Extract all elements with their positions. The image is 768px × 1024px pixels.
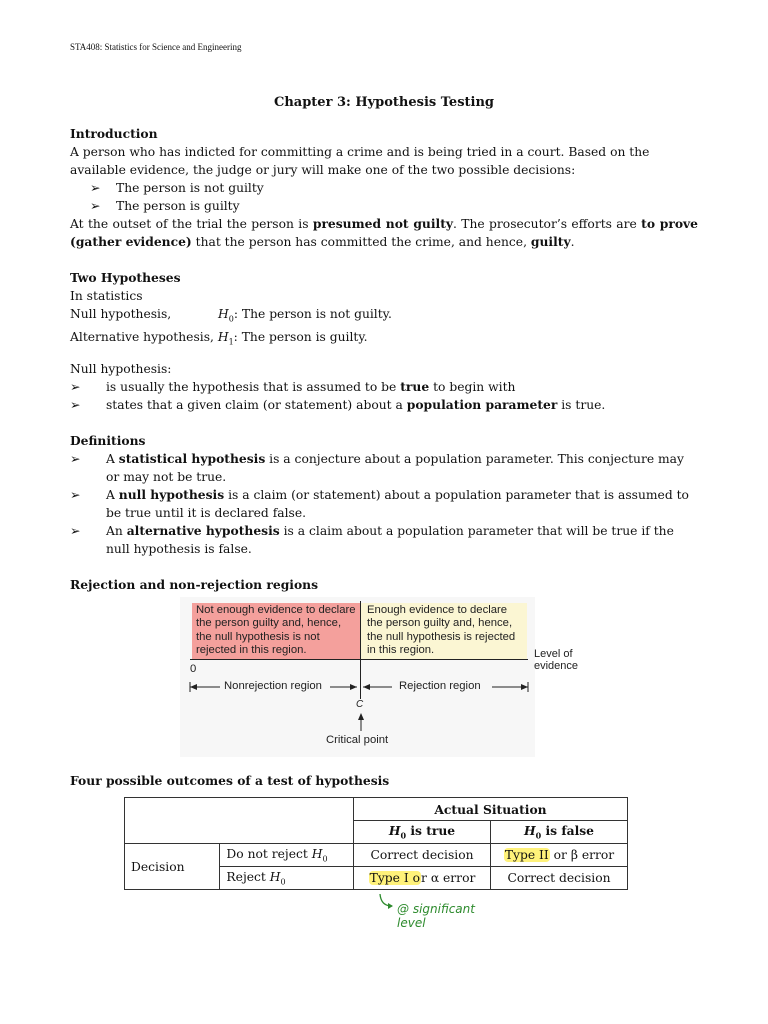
critical-c-label: C [356, 699, 364, 710]
arrow-bullet-icon: ➢ [90, 199, 101, 213]
list-item: ➢ An alternative hypothesis is a claim about a population parameter that will be true if the null hypothesis is false. [70, 523, 674, 556]
annotation-arrow-icon [376, 892, 398, 914]
arrow-bullet-icon: ➢ [70, 488, 81, 502]
null-hypothesis-section [70, 360, 698, 414]
correct-decision-cell: Correct decision [491, 867, 628, 890]
evidence-axis [190, 659, 528, 660]
list-item: ➢ states that a given claim (or statement) about a population parameter is true. [70, 397, 606, 412]
arrow-bullet-icon: ➢ [70, 380, 81, 394]
list-item: ➢ The person is guilty [90, 199, 240, 213]
type-ii-error-cell: Type II or β error [491, 844, 628, 867]
introduction-heading: Introduction [70, 126, 158, 141]
correct-decision-cell: Correct decision [354, 844, 491, 867]
outcomes-table [124, 797, 628, 890]
rejection-box: Enough evidence to declare the person guilty and, hence, the null hypothesis is rejected in this region. [361, 603, 527, 659]
decision-label: Decision [125, 844, 220, 890]
list-item: ➢ A statistical hypothesis is a conjecture about a population parameter. This conjecture may or may not be true. [70, 451, 684, 484]
outcomes-heading: Four possible outcomes of a test of hypothesis [70, 773, 390, 788]
level-of-evidence-label: Level of evidence [534, 648, 579, 672]
null-hypothesis-heading: Null hypothesis: [70, 362, 172, 376]
list-item: ➢ The person is not guilty [90, 181, 264, 195]
nonrejection-region-label: Nonrejection region [224, 680, 322, 692]
trial-paragraph: At the outset of the trial the person is presumed not guilty. The prosecutor’s efforts are to prove (gather evidence) that the person has committed the crime, and hence, guilty. [70, 216, 698, 249]
alternative-hypothesis-line: Alternative hypothesis, $H_1$: The person is guilty. [70, 330, 368, 347]
arrow-bullet-icon: ➢ [90, 181, 101, 195]
zero-label: 0 [190, 663, 197, 675]
up-arrow-icon [354, 711, 368, 733]
list-item: ➢ is usually the hypothesis that is assumed to be true to begin with [70, 379, 516, 394]
arrow-bullet-icon: ➢ [70, 398, 81, 412]
list-item: ➢ A null hypothesis is a claim (or statement) about a population parameter that is assumed to be true until it is declared false. [70, 487, 689, 520]
arrow-bullet-icon: ➢ [70, 452, 81, 466]
running-header: STA408: Statistics for Science and Engineering [70, 42, 242, 52]
nonrejection-box: Not enough evidence to declare the person guilty and, hence, the null hypothesis is not rejected in this region. [192, 603, 360, 659]
h0-true-header: $H_0$ is true [354, 821, 491, 844]
introduction-paragraph: A person who has indicted for committing a crime and is being tried in a court. Based on the available evidence, the judge or jury will make one of the two possible decisions: [70, 145, 650, 177]
do-not-reject-cell: Do not reject $H_0$ [220, 844, 354, 867]
rejection-region-label: Rejection region [399, 680, 481, 692]
rejection-region-figure [180, 597, 579, 757]
type-i-error-cell: Type I or α error [354, 867, 491, 890]
two-hypotheses-heading: Two Hypotheses [70, 270, 181, 285]
table-row [125, 844, 628, 867]
in-statistics-text: In statistics [70, 289, 143, 303]
handwritten-annotation: @ significant level [397, 902, 475, 930]
introduction-section [70, 125, 698, 251]
actual-situation-header: Actual Situation [354, 798, 628, 821]
null-hypothesis-line: Null hypothesis, $H_0$: The person is not guilty. [70, 307, 392, 324]
reject-cell: Reject $H_0$ [220, 867, 354, 890]
critical-point-label: Critical point [326, 734, 389, 746]
regions-heading: Rejection and non-rejection regions [70, 577, 319, 592]
h0-false-header: $H_0$ is false [491, 821, 628, 844]
definitions-heading: Definitions [70, 433, 146, 448]
two-hypotheses-section [70, 269, 698, 352]
arrow-bullet-icon: ➢ [70, 524, 81, 538]
chapter-title: Chapter 3: Hypothesis Testing [273, 95, 495, 110]
table-row [125, 798, 628, 821]
definitions-section [70, 432, 698, 558]
